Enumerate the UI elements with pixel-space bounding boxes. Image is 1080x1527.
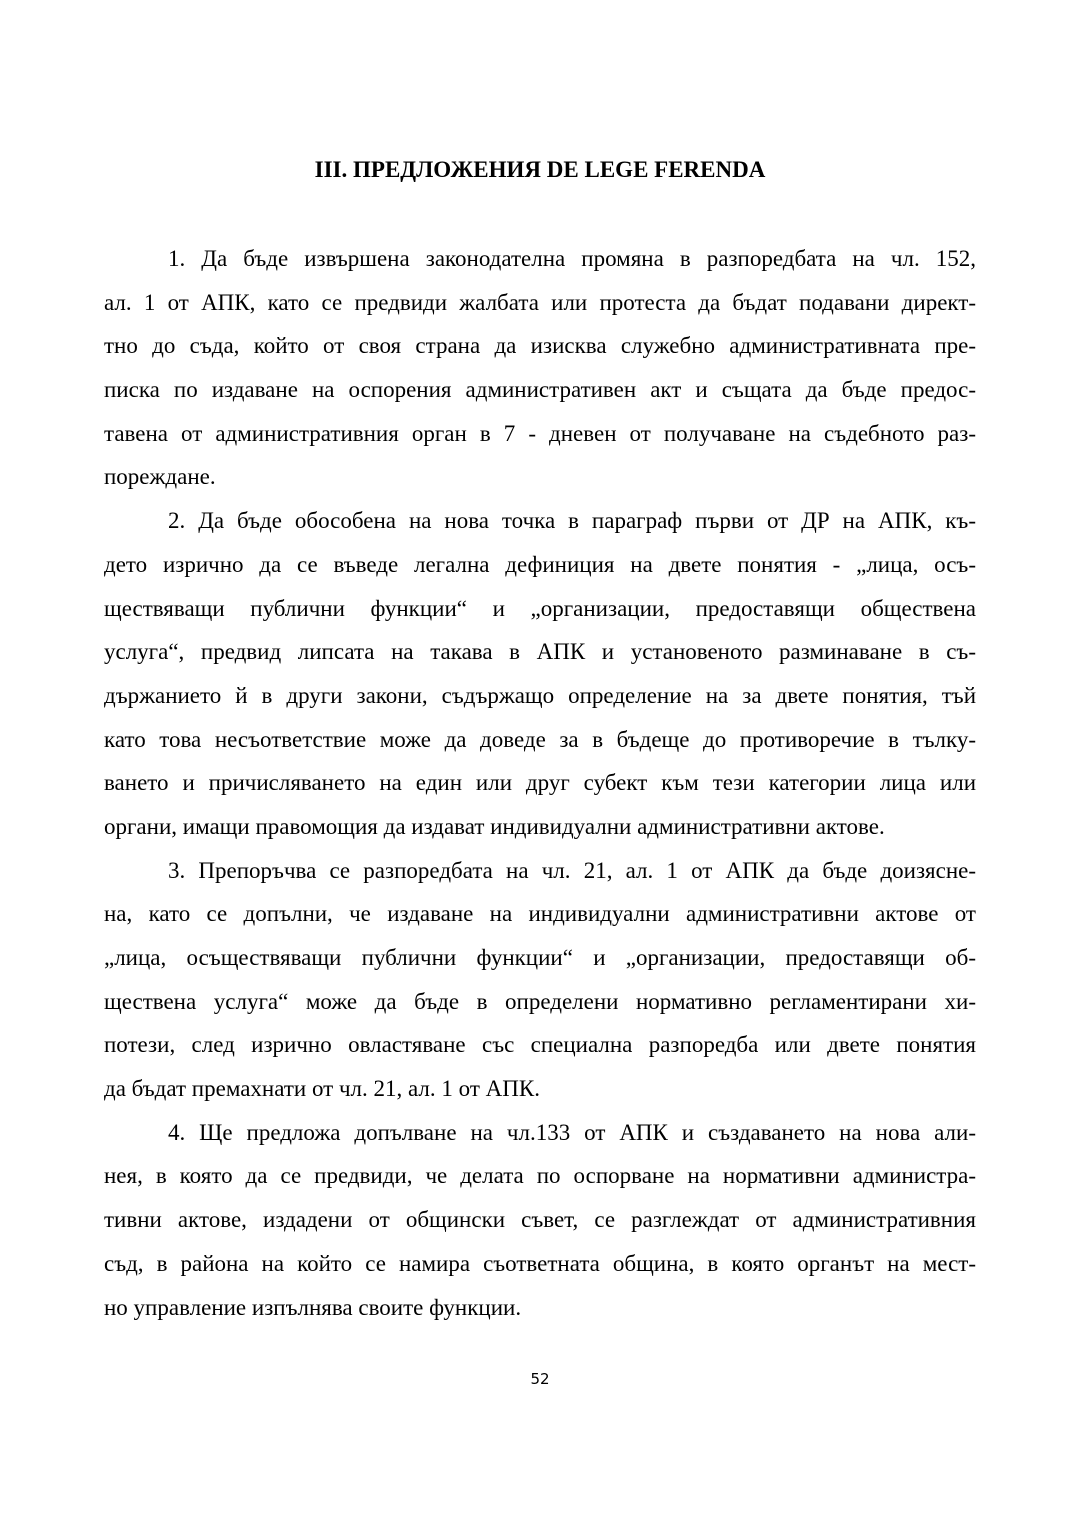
paragraph-line: пореждане. <box>104 464 216 490</box>
paragraph-line: ването и причисляването на един или друг субект към тези категории лица или <box>104 770 976 796</box>
paragraph-3 <box>104 849 976 1111</box>
paragraph-line: дето изрично да се въведе легална дефиниция на двете понятия - „лица, осъ- <box>104 551 976 577</box>
paragraph-line: писка по издаване на оспорения административен акт и същата да бъде предос- <box>104 377 976 403</box>
paragraph-line: тно до съда, който от своя страна да изисква служебно административната пре- <box>104 333 976 359</box>
paragraph-line: потези, след изрично овластяване със специална разпоредба или двете понятия <box>104 1032 976 1058</box>
paragraph-line: 1. Да бъде извършена законодателна промяна в разпоредбата на чл. 152, <box>168 246 976 271</box>
paragraph-line: ществена услуга“ може да бъде в определени нормативно регламентирани хи- <box>104 988 976 1014</box>
paragraph-line: като това несъответствие може да доведе за в бъдеще до противоречие в тълку- <box>104 726 976 752</box>
section-heading: III. ПРЕДЛОЖЕНИЯ DE LEGE FERENDA <box>314 157 766 182</box>
paragraph-1 <box>104 237 976 499</box>
paragraph-line: 3. Препоръчва се разпоредбата на чл. 21, ал. 1 от АПК да бъде доизясне- <box>168 857 976 883</box>
paragraph-line: „лица, осъществяващи публични функции“ и „организации, предоставящи об- <box>104 945 976 970</box>
paragraph-line: тивни актове, издадени от общински съвет, се разглеждат от административния <box>104 1207 976 1233</box>
paragraph-2 <box>104 499 976 849</box>
paragraph-line: тавена от административния орган в 7 - дневен от получаване на съдебното раз- <box>104 420 976 446</box>
page-number: 52 <box>530 1370 550 1388</box>
paragraph-line: нея, в която да се предвиди, че делата по оспорване на нормативни администра- <box>104 1163 976 1189</box>
paragraph-line: съд, в района на който се намира съответната община, в която органът на мест- <box>104 1250 976 1276</box>
paragraph-line: на, като се допълни, че издаване на индивидуални административни актове от <box>104 901 976 927</box>
body-text <box>104 237 976 1329</box>
paragraph-line: 2. Да бъде обособена на нова точка в параграф първи от ДР на АПК, къ- <box>168 508 976 534</box>
paragraph-line: ществяващи публични функции“ и „организации, предоставящи обществена <box>104 595 976 621</box>
paragraph-line: ал. 1 от АПК, като се предвиди жалбата или протеста да бъдат подавани директ- <box>104 289 976 315</box>
paragraph-4 <box>104 1111 976 1329</box>
paragraph-line: но управление изпълнява своите функции. <box>104 1294 522 1320</box>
paragraph-line: държанието й в други закони, съдържащо определение на за двете понятия, тъй <box>104 682 976 708</box>
paragraph-line: органи, имащи правомощия да издават индивидуални административни актове. <box>104 813 885 839</box>
paragraph-line: да бъдат премахнати от чл. 21, ал. 1 от АПК. <box>104 1076 540 1102</box>
paragraph-line: 4. Ще предложа допълване на чл.133 от АПК и създаването на нова али- <box>168 1119 976 1145</box>
paragraph-line: услуга“, предвид липсата на такава в АПК и установеното разминаване в съ- <box>104 639 976 665</box>
